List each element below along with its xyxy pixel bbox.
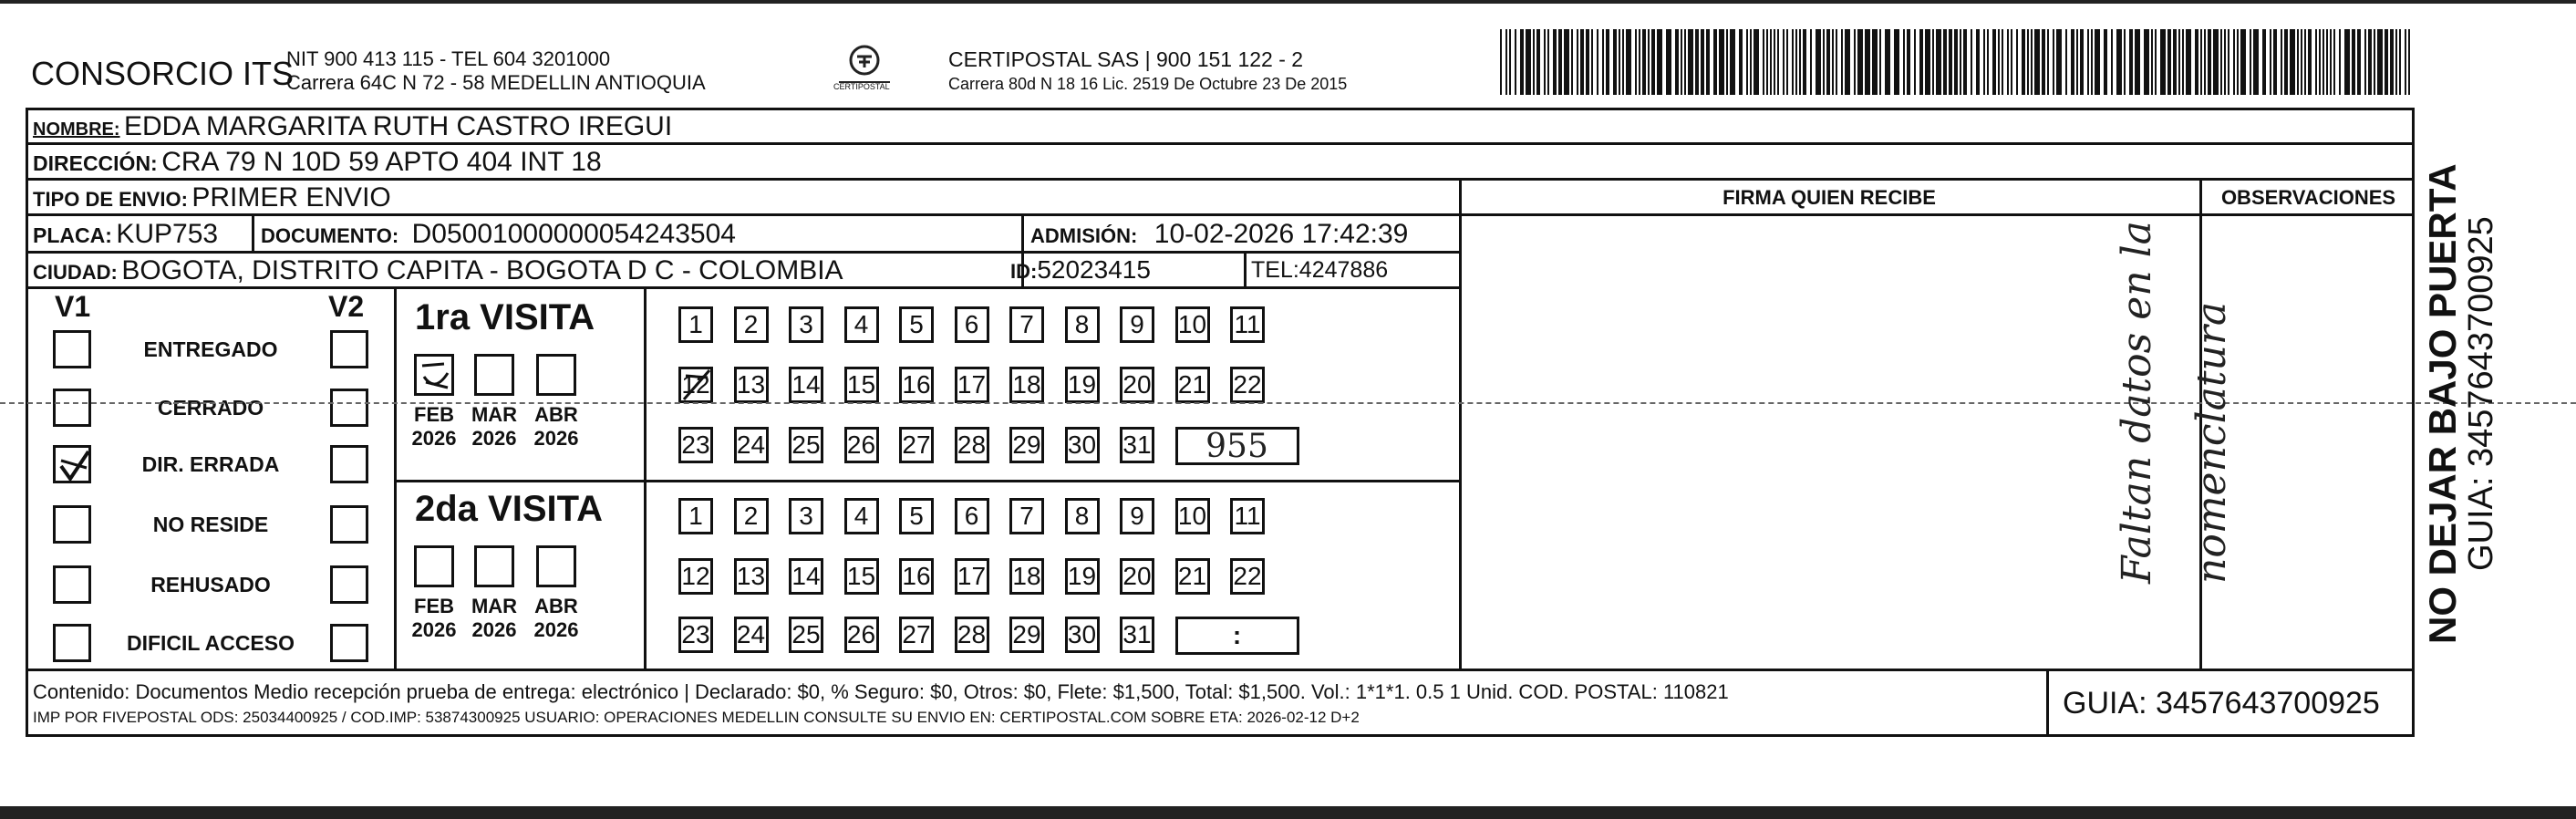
day-box-first[interactable]: 28	[955, 427, 989, 463]
name-label: NOMBRE:	[33, 119, 120, 140]
id-label: ID:	[1010, 260, 1038, 283]
v1-header: V1	[55, 290, 91, 323]
logo-text: CERTIPOSTAL	[833, 82, 890, 91]
status-v1-checkbox[interactable]	[53, 624, 91, 662]
day-box-second[interactable]: 5	[899, 498, 934, 534]
year-label: 2026	[533, 427, 579, 450]
day-box-second[interactable]: 15	[844, 558, 879, 595]
status-label: ENTREGADO	[143, 337, 278, 361]
day-box-first[interactable]: 23	[678, 427, 713, 463]
day-box-second[interactable]: 21	[1175, 558, 1210, 595]
month-checkbox-second[interactable]	[414, 545, 454, 587]
company-name: CONSORCIO ITS	[31, 55, 295, 92]
day-box-second[interactable]: 20	[1120, 558, 1154, 595]
day-box-first[interactable]: 30	[1065, 427, 1100, 463]
visit-month-divider	[644, 286, 647, 669]
observation-line2: nomenclatura	[2188, 301, 2235, 584]
day-box-second[interactable]: 17	[955, 558, 989, 595]
second-visit-title: 2da VISITA	[415, 489, 603, 529]
status-label: CERRADO	[157, 396, 264, 420]
footer-line	[26, 669, 2415, 671]
document-cell	[261, 219, 736, 250]
day-box-second[interactable]: 3	[789, 498, 823, 534]
day-box-first[interactable]: 22	[1230, 367, 1265, 403]
time-handwritten: 955	[1205, 427, 1268, 465]
recipient-name: EDDA MARGARITA RUTH CASTRO IREGUI	[124, 111, 673, 141]
tel-value: 4247886	[1298, 257, 1389, 283]
send-type-label: TIPO DE ENVIO:	[33, 188, 188, 211]
day-box-second[interactable]: 29	[1009, 617, 1044, 653]
status-label: DIFICIL ACCESO	[126, 631, 295, 655]
day-strike-mark	[682, 368, 711, 401]
tel-label: TEL:	[1251, 257, 1299, 283]
day-box-second[interactable]: 4	[844, 498, 879, 534]
footer-guide: GUIA: 3457643700925	[2063, 686, 2380, 721]
day-box-second[interactable]: 26	[844, 617, 879, 653]
day-box-first[interactable]: 2	[734, 306, 769, 343]
day-box-second[interactable]: 10	[1175, 498, 1210, 534]
day-box-first[interactable]: 9	[1120, 306, 1154, 343]
month-label: MAR	[471, 403, 518, 426]
plate-divider	[252, 213, 254, 253]
day-box-second[interactable]: 11	[1230, 498, 1265, 534]
row-line-1	[26, 142, 2415, 145]
status-v1-checkbox[interactable]	[53, 330, 91, 368]
day-box-second[interactable]: 18	[1009, 558, 1044, 595]
month-checkbox-first[interactable]	[474, 354, 514, 396]
checkmark-icon	[56, 448, 92, 484]
month-label: FEB	[414, 403, 454, 426]
status-v2-checkbox[interactable]	[330, 389, 368, 427]
day-box-first[interactable]: 14	[789, 367, 823, 403]
day-box-second[interactable]: 22	[1230, 558, 1265, 595]
footer-line1: Contenido: Documentos Medio recepción prueba de entrega: electrónico | Declarado: $0, % Seguro: $0, Otros: $0, Flete: $1,500, Total: $1,500. Vol.: 1*1*1. 0.5 1 Unid. COD. POSTAL: 110821	[33, 680, 1729, 703]
day-box-first[interactable]: 25	[789, 427, 823, 463]
observation-line1: Faltan datos en la	[2114, 221, 2160, 584]
strike-icon	[682, 368, 711, 401]
id-cell	[1010, 255, 1151, 285]
day-box-first[interactable]: 18	[1009, 367, 1044, 403]
plate-cell	[33, 219, 218, 250]
day-box-first[interactable]: 5	[899, 306, 934, 343]
day-box-second[interactable]: 16	[899, 558, 934, 595]
day-box-first[interactable]: 12	[678, 367, 713, 403]
year-label: 2026	[533, 618, 579, 641]
barcode	[1500, 29, 2412, 95]
document-value: D05001000000054243504	[411, 219, 736, 249]
status-v1-checkbox[interactable]	[53, 445, 91, 483]
day-box-second[interactable]: 25	[789, 617, 823, 653]
day-box-first[interactable]: 4	[844, 306, 879, 343]
day-box-second[interactable]: 2	[734, 498, 769, 534]
month-checkbox-first[interactable]	[536, 354, 576, 396]
certipostal-line2: Carrera 80d N 18 16 Lic. 2519 De Octubre 23 De 2015	[948, 75, 1348, 93]
city-cell	[33, 255, 843, 286]
signature-column-divider	[1459, 178, 1462, 669]
observations-header: OBSERVACIONES	[2220, 186, 2396, 209]
address-row	[33, 147, 602, 178]
day-box-second[interactable]: 24	[734, 617, 769, 653]
day-box-first[interactable]: 1	[678, 306, 713, 343]
status-label: REHUSADO	[150, 573, 271, 596]
certipostal-line1: CERTIPOSTAL SAS | 900 151 122 - 2	[948, 47, 1304, 71]
month-checkbox-second[interactable]	[474, 545, 514, 587]
status-label: DIR. ERRADA	[141, 452, 280, 476]
status-divider	[394, 286, 397, 669]
no-slide-warning: NO DEJAR BAJO PUERTA	[2421, 163, 2464, 644]
month-label: ABR	[534, 595, 578, 617]
footer-guide-divider	[2046, 669, 2049, 737]
status-v2-checkbox[interactable]	[330, 330, 368, 368]
day-box-second[interactable]: 13	[734, 558, 769, 595]
day-box-first[interactable]: 13	[734, 367, 769, 403]
time-box-first[interactable]	[1175, 427, 1299, 465]
v2-header: V2	[328, 290, 365, 323]
admission-value: 10-02-2026 17:42:39	[1154, 219, 1409, 249]
day-box-first[interactable]: 29	[1009, 427, 1044, 463]
status-v1-checkbox[interactable]	[53, 565, 91, 604]
day-box-first[interactable]: 8	[1065, 306, 1100, 343]
tel-cell	[1251, 257, 1388, 284]
city-label: CIUDAD:	[33, 261, 118, 284]
document-label: DOCUMENTO:	[261, 224, 399, 247]
day-box-first[interactable]: 20	[1120, 367, 1154, 403]
first-visit-title: 1ra VISITA	[415, 297, 595, 337]
day-box-first[interactable]: 6	[955, 306, 989, 343]
day-box-second[interactable]: 19	[1065, 558, 1100, 595]
month-label: ABR	[534, 403, 578, 426]
side-guide-number: GUIA: 3457643700925	[2462, 216, 2500, 571]
day-box-second[interactable]: 1	[678, 498, 713, 534]
month-checkbox-second[interactable]	[536, 545, 576, 587]
id-value: 52023415	[1037, 255, 1151, 284]
signature-header: FIRMA QUIEN RECIBE	[1723, 186, 1936, 209]
day-box-second[interactable]: 27	[899, 617, 934, 653]
status-v2-checkbox[interactable]	[330, 624, 368, 662]
month-label: FEB	[414, 595, 454, 617]
company-address: Carrera 64C N 72 - 58 MEDELLIN ANTIOQUIA	[286, 71, 706, 94]
address-label: DIRECCIÓN:	[33, 151, 158, 175]
visit-separator	[394, 480, 1461, 482]
bottom-edge-band	[0, 806, 2576, 819]
year-label: 2026	[471, 618, 517, 641]
checkmark-icon	[417, 357, 453, 393]
send-type: PRIMER ENVIO	[191, 182, 391, 213]
send-type-row	[33, 182, 391, 213]
plate-label: PLACA:	[33, 223, 112, 247]
plate-value: KUP753	[116, 219, 219, 249]
day-box-second[interactable]: 23	[678, 617, 713, 653]
status-v2-checkbox[interactable]	[330, 445, 368, 483]
time-placeholder: :	[1232, 621, 1242, 649]
column-header-line	[1459, 213, 2415, 216]
day-box-first[interactable]: 24	[734, 427, 769, 463]
day-box-first[interactable]: 7	[1009, 306, 1044, 343]
day-box-second[interactable]: 31	[1120, 617, 1154, 653]
year-label: 2026	[471, 427, 517, 450]
year-label: 2026	[411, 618, 457, 641]
admission-cell	[1030, 219, 1408, 250]
day-box-first[interactable]: 11	[1230, 306, 1265, 343]
status-v1-checkbox[interactable]	[53, 389, 91, 427]
status-v2-checkbox[interactable]	[330, 505, 368, 544]
day-box-first[interactable]: 27	[899, 427, 934, 463]
top-edge-line	[0, 0, 2576, 4]
city-value: BOGOTA, DISTRITO CAPITA - BOGOTA D C - COLOMBIA	[121, 255, 843, 285]
day-box-second[interactable]: 30	[1065, 617, 1100, 653]
day-box-first[interactable]: 21	[1175, 367, 1210, 403]
month-checkbox-first[interactable]	[414, 354, 454, 396]
day-box-second[interactable]: 6	[955, 498, 989, 534]
status-v1-checkbox[interactable]	[53, 505, 91, 544]
certipostal-logo	[828, 44, 901, 98]
day-box-first[interactable]: 10	[1175, 306, 1210, 343]
day-box-second[interactable]: 8	[1065, 498, 1100, 534]
tel-divider	[1244, 251, 1247, 289]
day-box-first[interactable]: 3	[789, 306, 823, 343]
status-v2-checkbox[interactable]	[330, 565, 368, 604]
day-box-first[interactable]: 31	[1120, 427, 1154, 463]
footer-line2: IMP POR FIVEPOSTAL ODS: 25034400925 / COD.IMP: 53874300925 USUARIO: OPERACIONES MEDELLIN CONSULTE SU ENVIO EN: CERTIPOSTAL.COM SOBRE ETA: 2026-02-12 D+2	[33, 709, 1360, 726]
row-line-2	[26, 178, 2415, 181]
day-box-second[interactable]: 7	[1009, 498, 1044, 534]
name-row	[33, 111, 672, 142]
day-box-first[interactable]: 17	[955, 367, 989, 403]
day-box-second[interactable]: 14	[789, 558, 823, 595]
day-box-first[interactable]: 15	[844, 367, 879, 403]
day-box-first[interactable]: 26	[844, 427, 879, 463]
day-box-second[interactable]: 9	[1120, 498, 1154, 534]
day-box-first[interactable]: 16	[899, 367, 934, 403]
company-nit: NIT 900 413 115 - TEL 604 3201000	[286, 47, 611, 70]
day-box-second[interactable]: 28	[955, 617, 989, 653]
recipient-address: CRA 79 N 10D 59 APTO 404 INT 18	[161, 147, 602, 177]
admission-label: ADMISIÓN:	[1030, 224, 1138, 247]
month-label: MAR	[471, 595, 518, 617]
year-label: 2026	[411, 427, 457, 450]
status-label: NO RESIDE	[152, 513, 269, 536]
day-box-second[interactable]: 12	[678, 558, 713, 595]
time-box-second[interactable]	[1175, 617, 1299, 655]
day-box-first[interactable]: 19	[1065, 367, 1100, 403]
row-line-3	[26, 213, 1461, 216]
